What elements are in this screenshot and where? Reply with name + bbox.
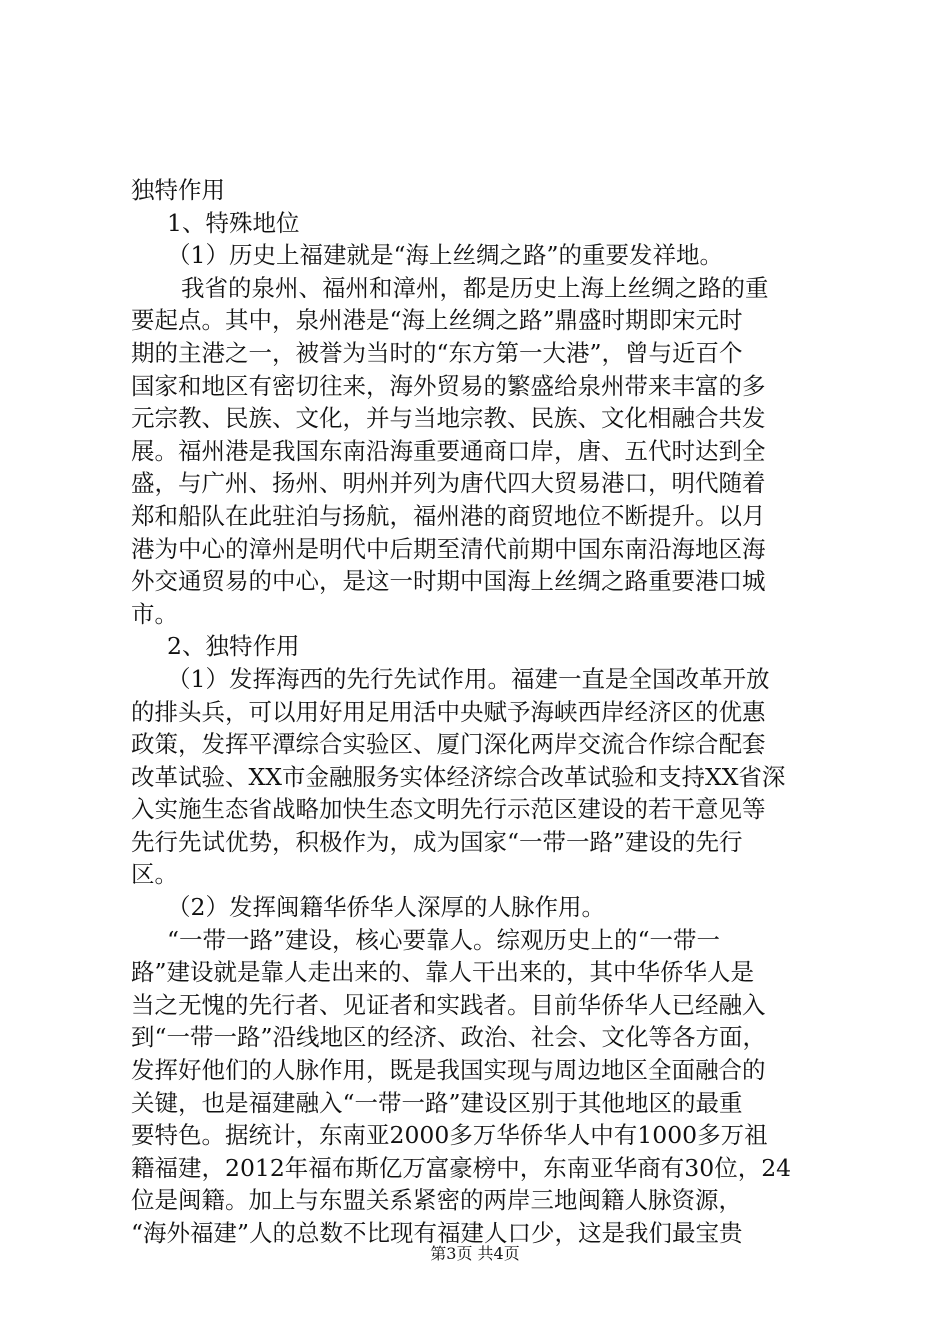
text-line: 要特色。据统计，东南亚2000多万华侨华人中有1000多万祖 xyxy=(131,1121,768,1150)
page-footer: 第3页 共4页 xyxy=(430,1244,520,1263)
text-line: （2）发挥闽籍华侨华人深厚的人脉作用。 xyxy=(167,893,605,922)
text-line: 独特作用 xyxy=(131,176,225,204)
text-line: 国家和地区有密切往来，海外贸易的繁盛给泉州带来丰富的多 xyxy=(131,371,766,400)
text-line: 外交通贸易的中心，是这一时期中国海上丝绸之路重要港口城 xyxy=(131,567,766,596)
text-line: 发挥好他们的人脉作用，既是我国实现与周边地区全面融合的 xyxy=(131,1056,766,1085)
text-line: 盛，与广州、扬州、明州并列为唐代四大贸易港口，明代随着 xyxy=(131,469,766,498)
text-line: 展。福州港是我国东南沿海重要通商口岸，唐、五代时达到全 xyxy=(131,436,766,465)
text-line: 要起点。其中，泉州港是“海上丝绸之路”鼎盛时期即宋元时 xyxy=(131,306,743,335)
text-line: 先行先试优势，积极作为，成为国家“一带一路”建设的先行 xyxy=(131,827,743,856)
text-line: “一带一路”建设，核心要靠人。综观历史上的“一带一 xyxy=(167,925,721,954)
text-line: （1）历史上福建就是“海上丝绸之路”的重要发祥地。 xyxy=(167,241,723,270)
text-line: 郑和船队在此驻泊与扬航，福州港的商贸地位不断提升。以月 xyxy=(131,501,766,530)
text-line: 区。 xyxy=(131,860,178,889)
text-line: 期的主港之一，被誉为当时的“东方第一大港”，曾与近百个 xyxy=(131,338,743,367)
text-line: 路”建设就是靠人走出来的、靠人干出来的，其中华侨华人是 xyxy=(131,958,755,987)
text-line: 当之无愧的先行者、见证者和实践者。目前华侨华人已经融入 xyxy=(131,990,766,1019)
text-line: “海外福建”人的总数不比现有福建人口少，这是我们最宝贵 xyxy=(131,1219,743,1247)
text-line: 政策，发挥平潭综合实验区、厦门深化两岸交流合作综合配套 xyxy=(131,730,766,759)
text-line: 2、独特作用 xyxy=(167,632,300,661)
document-body xyxy=(131,174,831,1250)
text-line: 我省的泉州、福州和漳州，都是历史上海上丝绸之路的重 xyxy=(181,273,769,302)
text-line: 市。 xyxy=(131,599,178,628)
text-line: 籍福建，2012年福布斯亿万富豪榜中，东南亚华商有30位，24 xyxy=(131,1153,792,1182)
text-line: 关键，也是福建融入“一带一路”建设区别于其他地区的最重 xyxy=(131,1088,743,1117)
text-line: 的排头兵，可以用好用足用活中央赋予海峡西岸经济区的优惠 xyxy=(131,697,766,726)
text-line: 到“一带一路”沿线地区的经济、政治、社会、文化等各方面， xyxy=(131,1023,767,1052)
text-line: 港为中心的漳州是明代中后期至清代前期中国东南沿海地区海 xyxy=(131,534,766,563)
text-line: （1）发挥海西的先行先试作用。福建一直是全国改革开放 xyxy=(167,664,770,693)
text-line: 元宗教、民族、文化，并与当地宗教、民族、文化相融合共发 xyxy=(131,404,766,433)
text-line: 位是闽籍。加上与东盟关系紧密的两岸三地闽籍人脉资源， xyxy=(131,1186,742,1215)
text-line: 1、特殊地位 xyxy=(167,208,300,237)
text-line: 改革试验、XX市金融服务实体经济综合改革试验和支持XX省深 xyxy=(131,762,786,791)
text-line: 入实施生态省战略加快生态文明先行示范区建设的若干意见等 xyxy=(131,795,766,824)
